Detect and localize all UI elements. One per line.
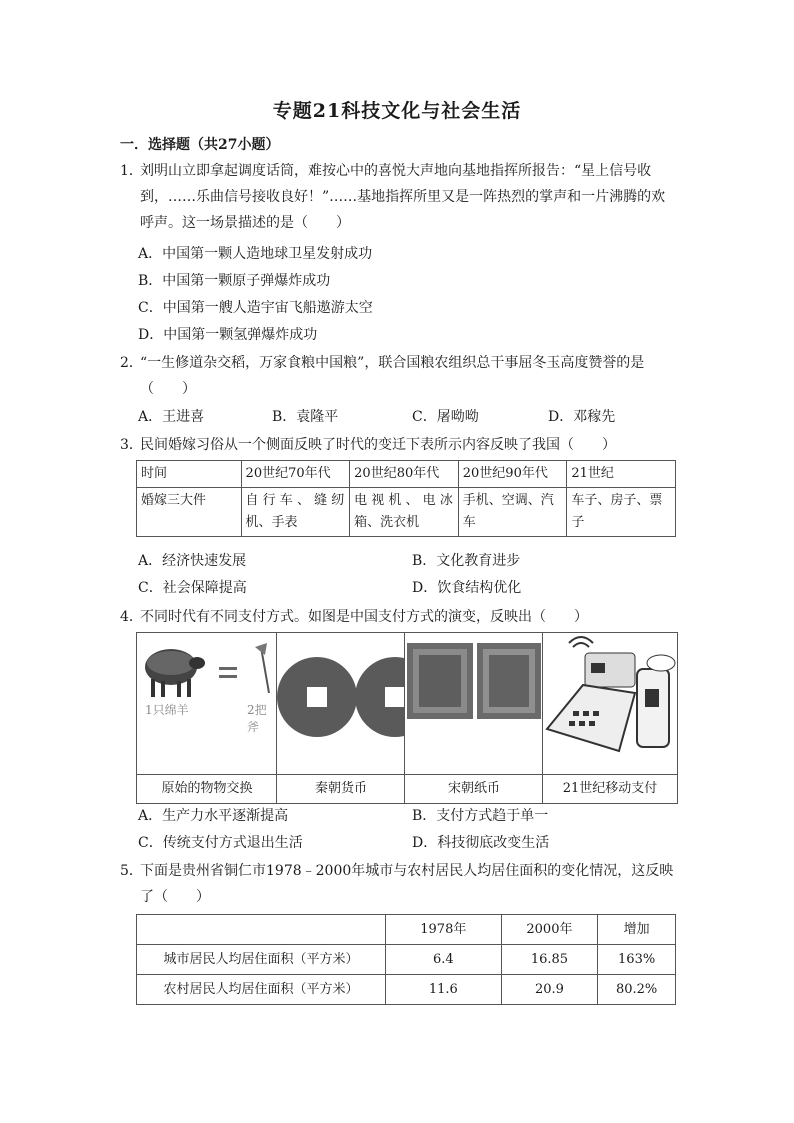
cell-line: 自 行 车 、 缝 纫 — [245, 493, 345, 508]
table-cell: 婚嫁三大件 — [137, 488, 242, 537]
option-c: C．屠呦呦 — [412, 409, 479, 425]
qin-coin-image — [276, 632, 406, 776]
table-cell: 80.2% — [598, 975, 676, 1005]
option-c: C．传统支付方式退出生活 — [138, 835, 303, 851]
cell-line: 车子、房子、票 — [571, 493, 663, 508]
option-d: D．科技彻底改变生活 — [412, 835, 550, 851]
option-a: A．生产力水平逐渐提高 — [138, 808, 289, 824]
table-header-cell: 1978年 — [386, 915, 502, 945]
question-text-line: 了（ ） — [140, 889, 210, 905]
cell-line: 电 视 机 、 电 冰 — [354, 493, 453, 508]
table-header-row — [137, 461, 676, 488]
pos-terminal-icon — [543, 633, 677, 775]
question-text-line: 刘明山立即拿起调度话筒，难按心中的喜悦大声地向基地指挥所报告：“星上信号收 — [140, 163, 652, 179]
table-header-cell: 时间 — [137, 461, 242, 488]
question-5 — [120, 858, 680, 910]
question-number: 2． — [120, 355, 143, 371]
option-a: A．中国第一颗人造地球卫星发射成功 — [138, 246, 373, 262]
option-a: A．王进喜 — [138, 409, 205, 425]
question-number: 1． — [120, 163, 143, 179]
table-cell — [458, 488, 567, 537]
table-cell: 163% — [598, 945, 676, 975]
option-d: D．邓稼先 — [548, 409, 616, 425]
table-row — [137, 975, 676, 1005]
question-1 — [120, 158, 680, 236]
table-cell: 16.85 — [501, 945, 598, 975]
option-c: C．社会保障提高 — [138, 580, 247, 596]
cell-line: 箱、洗衣机 — [354, 515, 420, 530]
question-number: 4． — [120, 609, 143, 625]
cell-line: 车 — [462, 515, 476, 530]
option-b: B．袁隆平 — [272, 409, 339, 425]
table-cell — [350, 488, 459, 537]
table-cell: 6.4 — [386, 945, 502, 975]
option-d: D．中国第一颗氢弹爆炸成功 — [138, 327, 318, 343]
table-header-cell: 增加 — [598, 915, 676, 945]
table-header-cell: 2000年 — [501, 915, 598, 945]
song-paper-money-image — [404, 632, 544, 776]
table-header-cell: 20世纪70年代 — [241, 461, 350, 488]
table-header-cell: 20世纪90年代 — [458, 461, 567, 488]
housing-table — [136, 914, 676, 1005]
question-text-line: “一生修道杂交稻，万家食粮中国粮”，联合国粮农组织总干事屈冬玉高度赞誉的是 — [140, 355, 645, 371]
table-header-row — [137, 915, 676, 945]
option-a: A．经济快速发展 — [138, 553, 247, 569]
question-text-line: 不同时代有不同支付方式。如图是中国支付方式的演变，反映出（ ） — [140, 609, 588, 625]
question-3 — [120, 432, 680, 458]
barter-label: 2把斧 — [247, 703, 267, 734]
image-caption: 宋朝纸币 — [404, 774, 544, 804]
question-number: 5． — [120, 863, 143, 879]
table-row — [137, 488, 676, 537]
coin-icon — [277, 633, 405, 775]
table-cell — [567, 488, 676, 537]
barter-label: 1只绵羊 — [145, 703, 189, 717]
option-b: B．文化教育进步 — [412, 553, 521, 569]
table-header-cell: 20世纪80年代 — [350, 461, 459, 488]
paper-money-icon — [405, 633, 543, 775]
table-cell: 城市居民人均居住面积（平方米） — [137, 945, 386, 975]
image-caption: 秦朝货币 — [276, 774, 406, 804]
option-b: B．中国第一颗原子弹爆炸成功 — [138, 273, 331, 289]
image-caption: 原始的物物交换 — [136, 774, 278, 804]
table-cell — [241, 488, 350, 537]
question-text-line: 到，……乐曲信号接收良好！”……基地指挥所里又是一阵热烈的掌声和一片沸腾的欢 — [140, 189, 666, 205]
option-c: C．中国第一艘人造宇宙飞船遨游太空 — [138, 300, 373, 316]
section-heading: 一．选择题（共27小题） — [120, 137, 280, 153]
question-number: 3． — [120, 437, 143, 453]
marriage-table — [136, 460, 676, 537]
table-cell: 农村居民人均居住面积（平方米） — [137, 975, 386, 1005]
table-header-cell: 21世纪 — [567, 461, 676, 488]
question-2 — [120, 350, 680, 402]
option-d: D．饮食结构优化 — [412, 580, 522, 596]
question-text-line: 下面是贵州省铜仁市1978﹣2000年城市与农村居民人均居住面积的变化情况，这反映 — [140, 863, 674, 879]
cell-line: 手机、空调、汽 — [462, 493, 554, 508]
page-title: 专题21科技文化与社会生活 — [272, 100, 522, 122]
mobile-payment-image — [542, 632, 678, 776]
barter-image — [136, 632, 278, 776]
cell-line: 机、手表 — [245, 515, 298, 530]
question-text-line: （ ） — [140, 381, 196, 397]
question-text-line: 民间婚嫁习俗从一个侧面反映了时代的变迁下表所示内容反映了我国（ ） — [140, 437, 616, 453]
option-b: B．支付方式趋于单一 — [412, 808, 549, 824]
question-4 — [120, 604, 680, 630]
table-cell: 11.6 — [386, 975, 502, 1005]
cell-line: 子 — [571, 515, 585, 530]
table-cell: 20.9 — [501, 975, 598, 1005]
image-caption: 21世纪移动支付 — [542, 774, 678, 804]
table-row — [137, 945, 676, 975]
question-text-line: 呼声。这一场景描述的是（ ） — [140, 215, 350, 231]
table-header-cell — [137, 915, 386, 945]
